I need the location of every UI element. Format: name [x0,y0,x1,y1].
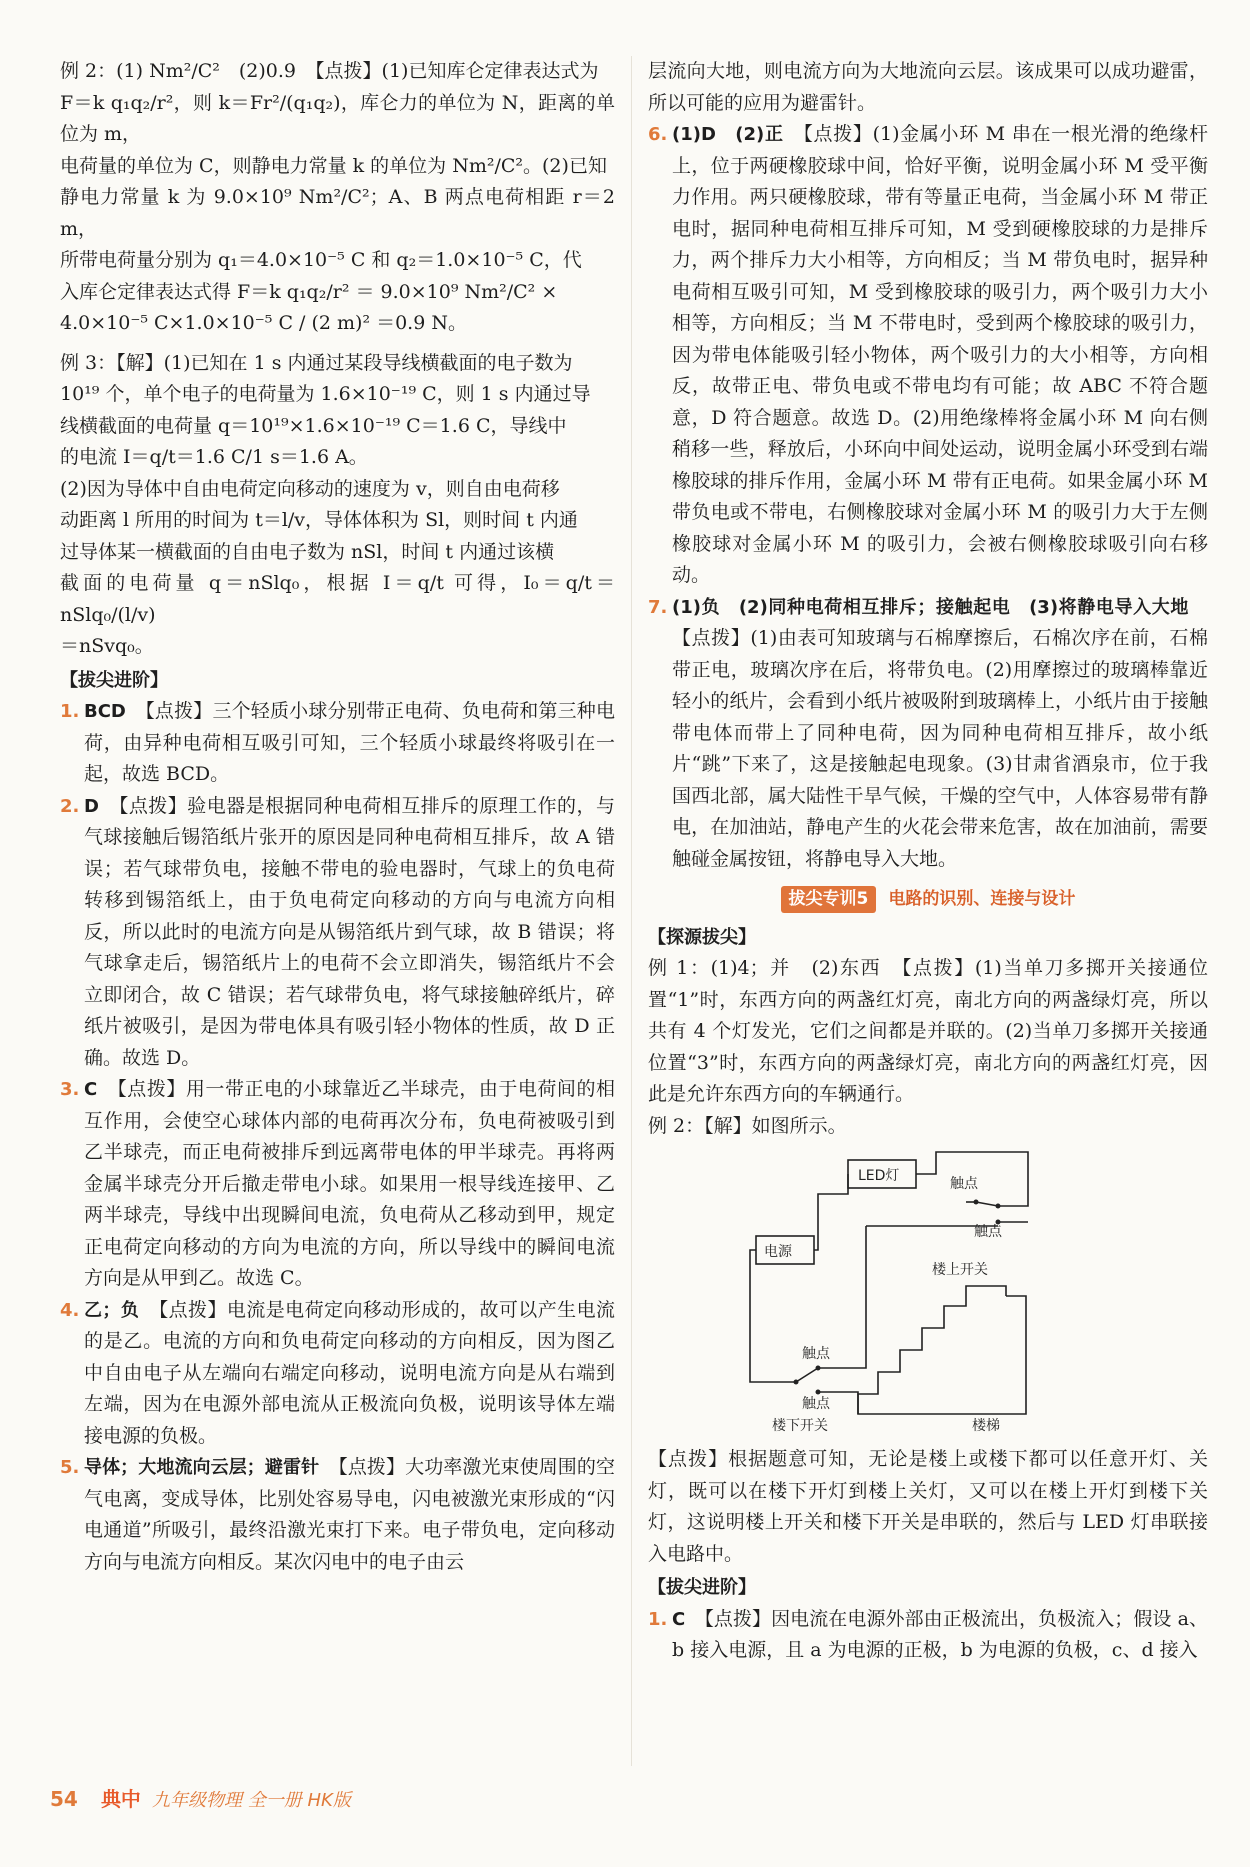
downstairs-switch-label: 楼下开关 [772,1418,828,1434]
item-number: 1. [648,1608,668,1630]
left-column [60,56,615,1578]
example-3-line: (2)因为导体中自由电荷定向移动的速度为 v，则自由电荷移 [60,477,560,500]
contact-label: 触点 [802,1346,830,1362]
stairs-outline [858,1286,1006,1414]
power-label: 电源 [764,1244,792,1260]
wire [814,1174,848,1250]
item-number: 2. [60,795,80,817]
example-2-note: 【点拨】根据题意可知，无论是楼上或楼下都可以任意开灯、关灯，既可以在楼下开灯到楼上关灯，又可以在楼上开灯到楼下关灯，这说明楼上开关和楼下开关是串联的，然后与 LED 灯串联接入电路中。 [648,1448,1208,1565]
example-2-line: 静电力常量 k 为 9.0×10⁹ Nm²/C²；A、B 两点电荷相距 r＝2 m， [60,186,615,240]
stairs-label: 楼梯 [972,1418,1000,1434]
item-number: 1. [60,701,80,722]
upstairs-switch-label: 楼上开关 [932,1262,988,1278]
answer-item-6 [648,119,1208,592]
contact-dot [816,1366,821,1371]
example-2-line: 4.0×10⁻⁵ C×1.0×10⁻⁵ C / (2 m)² ＝0.9 N。 [60,312,467,334]
wire [750,1250,796,1382]
example-3-line: 10¹⁹ 个，单个电子的电荷量为 1.6×10⁻¹⁹ C，则 1 s 内通过导 [60,383,591,405]
switch-blade [796,1368,818,1382]
right-column [648,56,1208,1667]
example-1-text: 例 1：(1)4；并 (2)东西 【点拨】(1)当单刀多掷开关接通位置“1”时，东西方向的两盏红灯亮，南北方向的两盏绿灯亮，所以共有 4 个灯发光，它们之间都是并联的。(2)当单刀多掷开关接通位置“3”时，东西方向的两盏绿灯亮，南北方向的两盏红灯亮，因此是允许东西方向的车辆通行。 [648,957,1208,1105]
example-3-line: 线横截面的电荷量 q＝10¹⁹×1.6×10⁻¹⁹ C＝1.6 C，导线中 [60,414,567,437]
example-2-text: 例 2：【解】如图所示。 [648,1114,847,1137]
example-3-line: ＝nSvq₀。 [60,635,154,657]
example-2-line: F＝k q₁q₂/r²，则 k＝Fr²/(q₁q₂)，库仑力的单位为 N，距离的单位为 m， [60,91,615,145]
book-title: 九年级物理 全一册 HK版 [152,1790,351,1811]
item-explanation: 【点拨】(1)由表可知玻璃与石棉摩擦后，石棉次序在前，石棉带正电，玻璃次序在后，将带负电。(2)用摩擦过的玻璃棒靠近轻小的纸片，会看到小纸片被吸附到玻璃棒上，小纸片由于接触带电体而带上了同种电荷，因为同种电荷相互排斥，故小纸片“跳”下来了，这是接触起电现象。(3)甘肃省酒泉市，位于我国西北部，属大陆性干旱气候，干燥的空气中，人体容易带有静电，在加油站，静电产生的火花会带来危害，故在加油前，需要触碰金属按钮，将静电导入大地。 [672,595,1208,870]
continued-text: 层流向大地，则电流方向为大地流向云层。该成果可以成功避雷，所以可能的应用为避雷针。 [648,60,1208,114]
circuit-diagram [736,1146,1066,1436]
column-divider [631,56,632,1766]
item-answer: C [672,1608,686,1630]
brand-logo: 典中 [100,1787,141,1811]
switch-blade [976,1202,998,1206]
answer-item-4 [60,1295,615,1453]
item-answer: BCD [84,701,126,722]
item-answer: (1)D (2)正 [672,124,784,145]
banner-title: 电路的识别、连接与设计 [888,889,1076,909]
section-heading: 【拔尖进阶】 [648,1577,756,1598]
item-answer: 导体；大地流向云层；避雷针 [84,1457,320,1478]
answer-item-2 [60,791,615,1075]
example-3-line: 动距离 l 所用的时间为 t＝l/v，导体体积为 Sl，则时间 t 内通 [60,509,578,531]
section-heading: 【拔尖进阶】 [60,669,168,691]
example-2-line: 例 2：(1) Nm²/C² (2)0.9 【点拨】(1)已知库仑定律表达式为 [60,60,599,82]
contact-label: 触点 [802,1396,830,1412]
section-banner [648,883,1208,916]
example-2-line: 所带电荷量分别为 q₁＝4.0×10⁻⁵ C 和 q₂＝1.0×10⁻⁵ C，代 [60,249,582,271]
example-2-line: 电荷量的单位为 C，则静电力常量 k 的单位为 Nm²/C²。(2)已知 [60,154,607,177]
example-2-line: 入库仑定律表达式得 F＝k q₁q₂/r² ＝ 9.0×10⁹ Nm²/C² × [60,280,558,303]
answer-item-7 [648,592,1208,876]
page-footer [50,1783,351,1812]
item-number: 5. [60,1457,80,1478]
item-answer: C [84,1079,98,1100]
answer-item-1 [60,696,615,791]
item-answer: 乙；负 [84,1299,140,1321]
answer-item-last [648,1604,1208,1667]
item-answer: (1)负 (2)同种电荷相互排斥；接触起电 (3)将静电导入大地 [672,596,1189,618]
contact-dot [996,1204,1001,1209]
item-explanation: 【点拨】用一带正电的小球靠近乙半球壳，由于电荷间的相互作用，会使空心球体内部的电荷再次分布，负电荷被吸引到乙半球壳，而正电荷被排斥到远离带电体的甲半球壳。再将两金属半球壳分开后撤走带电小球。如果用一根导线连接甲、乙两半球壳，导线中出现瞬间电流，负电荷从乙移动到甲，规定正电荷定向移动的方向为电流的方向，所以导线中的瞬间电流方向是从甲到乙。故选 C。 [84,1078,615,1289]
answer-item-3 [60,1074,615,1295]
contact-dot [974,1200,979,1205]
item-explanation: 【点拨】验电器是根据同种电荷相互排斥的原理工作的，与气球接触后锡箔纸片张开的原因是同种电荷相互排斥，故 A 错误；若气球带负电，接触不带电的验电器时，气球上的负电荷转移到锡箔纸上，由于负电荷定向移动的方向与电流方向相反，所以此时的电流方向是从锡箔纸片到气球，故 B 错误；将气球拿走后，锡箔纸片上的电荷不会立即消失，锡箔纸片不会立即闭合，故 C 错误；若气球带负电，将气球接触碎纸片，碎纸片被吸引，是因为带电体具有吸引轻小物体的性质，故 D 正确。故选 D。 [84,794,615,1069]
item-number: 3. [60,1079,80,1100]
answer-item-5 [60,1452,615,1578]
page-number: 54 [50,1787,78,1811]
example-3-line: 过导体某一横截面的自由电子数为 nSl，时间 t 内通过该横 [60,540,555,563]
banner-tag: 拔尖专训5 [781,886,877,913]
item-explanation: 【点拨】三个轻质小球分别带正电荷、负电荷和第三种电荷，由异种电荷相互吸引可知，三个轻质小球最终将吸引在一起，故选 BCD。 [84,700,615,785]
item-number: 6. [648,124,668,145]
wire [818,1296,1026,1414]
section-heading: 【探源拔尖】 [648,926,756,948]
item-explanation: 【点拨】因电流在电源外部由正极流出，负极流入；假设 a、b 接入电源，且 a 为电源的正极，b 为电源的负极，c、d 接入 [672,1607,1208,1661]
example-3-line: 例 3：【解】(1)已知在 1 s 内通过某段导线横截面的电子数为 [60,351,573,374]
led-label: LED灯 [858,1168,900,1184]
contact-dot [794,1380,799,1385]
contact-label: 触点 [950,1176,978,1192]
contact-dot [816,1390,821,1395]
item-explanation: 【点拨】(1)金属小环 M 串在一根光滑的绝缘杆上，位于两硬橡胶球中间，恰好平衡，说明金属小环 M 受平衡力作用。两只硬橡胶球，带有等量正电荷，当金属小环 M 带正电时，据同种电荷相互排斥可知，M 受到硬橡胶球的力是排斥力，两个排斥力大小相等，方向相反；当 M 带负电时，据异种电荷相互吸引可知，M 受到橡胶球的吸引力，两个吸引力大小相等，方向相反；当 M 不带电时，受到两个橡胶球的吸引力，因为带电体能吸引轻小物体，两个吸引力的大小相等，方向相反，故带正电、带负电或不带电均有可能；故 ABC 不符合题意，D 符合题意。故选 D。(2)用绝缘棒将金属小环 M 向右侧稍移一些，释放后，小环向中间处运动，说明金属小环受到右端橡胶球的排斥作用，金属小环 M 带有正电荷。如果金属小环 M 带负电或不带电，右侧橡胶球对金属小环 M 的吸引力大于左侧橡胶球对金属小环 M 的吸引力，会被右侧橡胶球吸引向右移动。 [672,123,1208,586]
item-explanation: 【点拨】电流是电荷定向移动形成的，故可以产生电流的是乙。电流的方向和负电荷定向移动的方向相反，因为图乙中自由电子从左端向右端定向移动，说明电流方向是从右端到左端，因为在电源外部电流从正极流向负极，说明该导体左端接电源的负极。 [84,1298,615,1447]
example-3-line: 截面的电荷量 q＝nSlq₀，根据 I＝q/t 可得，I₀＝q/t＝nSlq₀/(l/v) [60,572,615,626]
item-explanation: 【点拨】大功率激光束使周围的空气电离，变成导体，比别处容易导电，闪电被激光束形成的“闪电通道”所吸引，最终沿激光束打下来。电子带负电，定向移动方向与电流方向相反。某次闪电中的电子由云 [84,1456,615,1573]
contact-label: 触点 [974,1224,1002,1240]
item-number: 7. [648,596,668,618]
item-answer: D [84,795,99,817]
example-3-line: 的电流 I＝q/t＝1.6 C/1 s＝1.6 A。 [60,446,368,468]
item-number: 4. [60,1299,80,1321]
